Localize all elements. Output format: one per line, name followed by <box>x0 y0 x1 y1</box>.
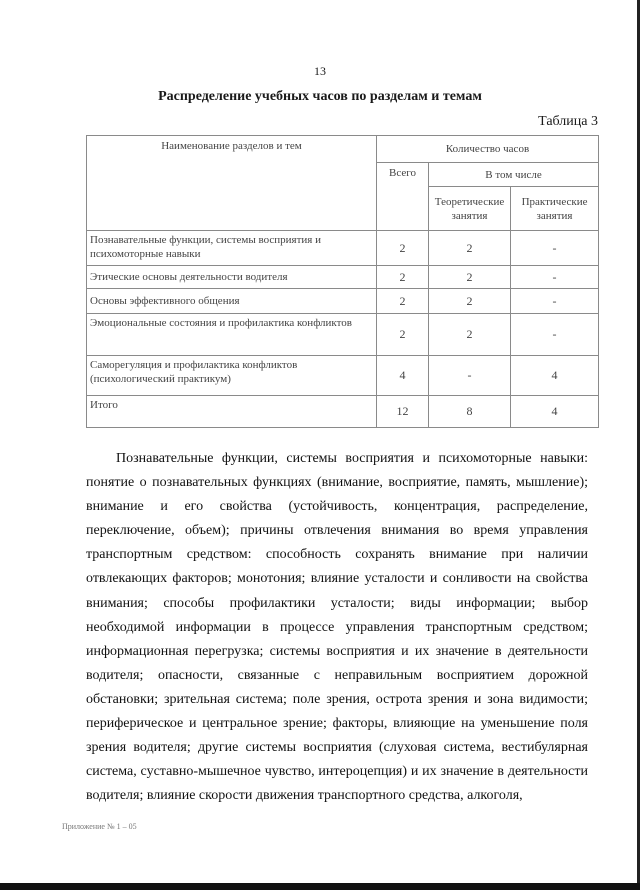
document-title: Распределение учебных часов по разделам и темам <box>158 89 482 104</box>
table-row <box>87 266 599 289</box>
row-theory: 2 <box>429 231 511 266</box>
row-total: 2 <box>377 266 429 289</box>
table-row <box>87 289 599 314</box>
table-row <box>87 356 599 396</box>
header-sections: Наименование разделов и тем <box>87 136 377 231</box>
row-name: Этические основы деятельности водителя <box>87 266 377 289</box>
row-practice: 4 <box>511 396 599 428</box>
table-total-row <box>87 396 599 428</box>
header-theory: Теоретические занятия <box>429 187 511 231</box>
header-including: В том числе <box>429 163 599 187</box>
row-practice: - <box>511 231 599 266</box>
footer-note: Приложение № 1 – 05 <box>62 822 137 831</box>
body-paragraph: Познавательные функции, системы восприятия и психомоторные навыки: понятие о познавательных функциях (внимание, восприятие, память, мышление); внимание и его свойства (устойчивость, концентрация, распределение, переключение, объем); причины отвлечения внимания во время управления транспортным средством: способность сохранять внимание при наличии отвлекающих факторов; монотония; влияние усталости и сонливости на свойства внимания; способы профилактики усталости; виды информации; выбор необходимой информации в процессе управления транспортным средством; информационная перегрузка; системы восприятия и их значение в деятельности водителя; опасности, связанные с неправильным восприятием дорожной обстановки; зрительная система; поле зрения, острота зрения и зона видимости; периферическое и центральное зрение; факторы, влияющие на уменьшение поля зрения водителя; другие системы восприятия (слуховая система, вестибулярная система, суставно-мышечное чувство, интероцепция) и их значение в деятельности водителя; влияние скорости движения транспортного средства, алкоголя, <box>86 451 588 804</box>
row-theory: 2 <box>429 314 511 356</box>
page-number: 13 <box>314 64 326 78</box>
row-name: Познавательные функции, системы восприятия и психомоторные навыки <box>87 231 377 266</box>
table-header-row <box>87 136 599 163</box>
table-row <box>87 231 599 266</box>
header-total: Всего <box>377 163 429 231</box>
row-total: 4 <box>377 356 429 396</box>
row-name-total: Итого <box>87 396 377 428</box>
table-row <box>87 314 599 356</box>
row-total: 2 <box>377 314 429 356</box>
row-practice: - <box>511 289 599 314</box>
row-theory: - <box>429 356 511 396</box>
hours-table-container <box>86 135 598 428</box>
row-practice: - <box>511 266 599 289</box>
row-name: Эмоциональные состояния и профилактика конфликтов <box>87 314 377 356</box>
row-name: Саморегуляция и профилактика конфликтов (психологический практикум) <box>87 356 377 396</box>
row-practice: - <box>511 314 599 356</box>
row-practice: 4 <box>511 356 599 396</box>
scan-edge-bottom <box>0 883 640 890</box>
row-theory: 2 <box>429 289 511 314</box>
row-theory: 8 <box>429 396 511 428</box>
header-practice: Практические занятия <box>511 187 599 231</box>
row-name: Основы эффективного общения <box>87 289 377 314</box>
row-total: 2 <box>377 231 429 266</box>
hours-table <box>86 135 599 428</box>
row-theory: 2 <box>429 266 511 289</box>
row-total: 12 <box>377 396 429 428</box>
table-label: Таблица 3 <box>538 114 598 129</box>
row-total: 2 <box>377 289 429 314</box>
header-hours: Количество часов <box>377 136 599 163</box>
